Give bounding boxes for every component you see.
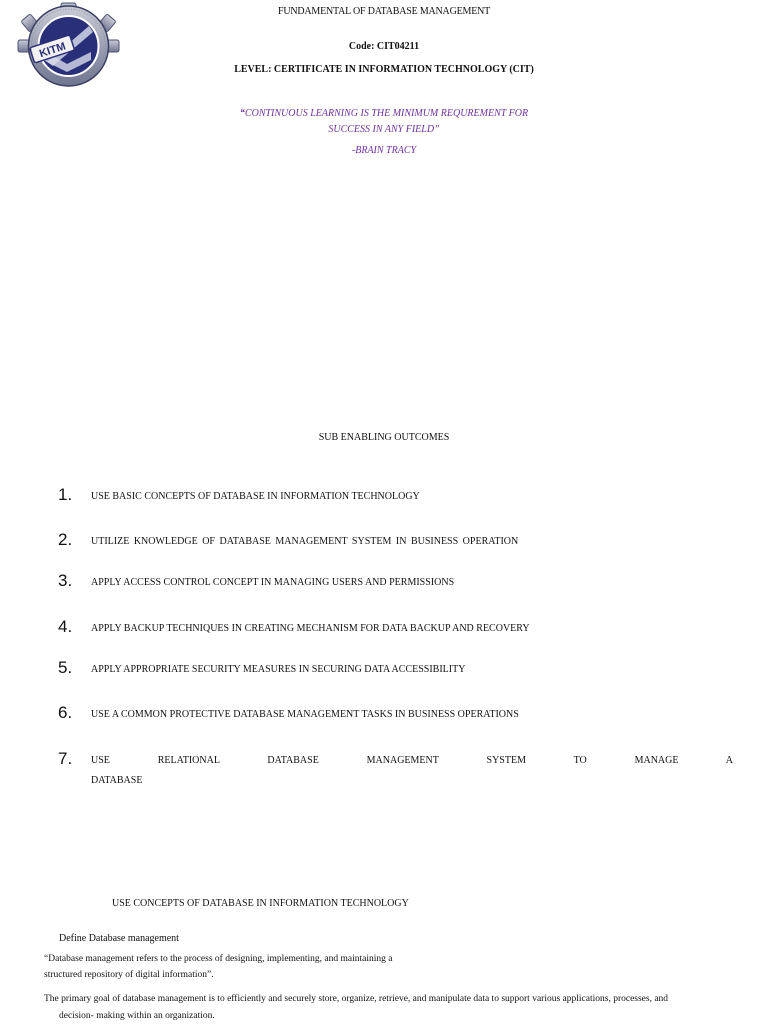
- outcome-text: APPLY APPROPRIATE SECURITY MEASURES IN SECURING DATA ACCESSIBILITY: [91, 664, 466, 675]
- course-code: Code: CIT04211: [348, 41, 420, 52]
- course-level: LEVEL: CERTIFICATE IN INFORMATION TECHNOLOGY (CIT): [234, 64, 534, 75]
- outcome-text: UTILIZE KNOWLEDGE OF DATABASE MANAGEMENT SYSTEM IN BUSINESS OPERATION: [91, 536, 519, 547]
- goal-line-2: decision- making within an organization.: [59, 1011, 215, 1021]
- outcome-text: USE A COMMON PROTECTIVE DATABASE MANAGEMENT TASKS IN BUSINESS OPERATIONS: [91, 709, 519, 720]
- definition-line-1: “Database management refers to the process of designing, implementing, and maintaining a: [44, 954, 393, 964]
- outcome-number: 5.: [58, 658, 73, 677]
- outcome-number: 1.: [58, 485, 73, 504]
- outcome-text: APPLY BACKUP TECHNIQUES IN CREATING MECHANISM FOR DATA BACKUP AND RECOVERY: [91, 623, 530, 634]
- quote-line-2: SUCCESS IN ANY FIELD”: [328, 124, 440, 135]
- outcome-number: 7.: [58, 749, 73, 768]
- goal-line-1: The primary goal of database management is to efficiently and securely store, organize, retrieve, and manipulate data to support various applications, processes, and: [44, 994, 669, 1004]
- outcome-number: 4.: [58, 617, 73, 636]
- quote-line-1: CONTINUOUS LEARNING IS THE MINIMUM REQUREMENT FOR: [244, 108, 529, 119]
- outcome-text: USE BASIC CONCEPTS OF DATABASE IN INFORMATION TECHNOLOGY: [91, 491, 420, 502]
- quote: [0, 106, 768, 138]
- subheading-define: Define Database management: [59, 933, 179, 944]
- definition-line-2: structured repository of digital information”.: [44, 970, 214, 980]
- logo-text: KITM: [37, 40, 68, 61]
- definition-paragraph: [44, 951, 424, 983]
- outcomes-heading: SUB ENABLING OUTCOMES: [318, 432, 450, 443]
- outcome-text: APPLY ACCESS CONTROL CONCEPT IN MANAGING USERS AND PERMISSIONS: [91, 577, 455, 588]
- outcome-number: 3.: [58, 571, 73, 590]
- quote-author: -BRAIN TRACY: [351, 145, 417, 156]
- goal-paragraph: [44, 991, 724, 1025]
- outcome-text: USE RELATIONAL DATABASE MANAGEMENT SYSTEM TO MANAGE A: [91, 755, 733, 766]
- outcome-number: 6.: [58, 703, 73, 722]
- section-title: USE CONCEPTS OF DATABASE IN INFORMATION TECHNOLOGY: [112, 898, 409, 909]
- quote-open-mark: “: [239, 108, 245, 119]
- outcome-text-continued: DATABASE: [91, 775, 143, 786]
- course-title: FUNDAMENTAL OF DATABASE MANAGEMENT: [277, 6, 491, 17]
- outcome-number: 2.: [58, 530, 73, 549]
